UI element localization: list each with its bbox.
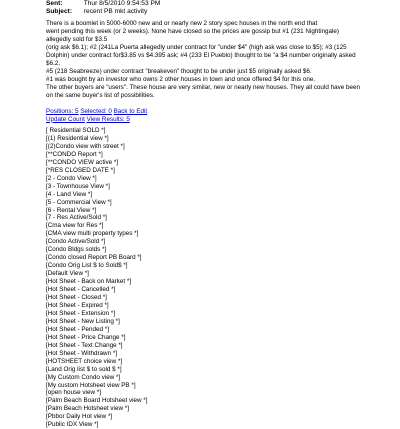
view-list-item: [**CONDO Report *]	[46, 150, 103, 158]
body-line: $6.2,	[46, 60, 61, 67]
body-line: allegedly sold for $3.5	[46, 36, 108, 43]
view-list-item: [7 - Res Active/Sold *]	[46, 214, 107, 222]
view-list-item: [Hot Sheet - Expired *]	[46, 301, 109, 309]
view-list-item: [Hot Sheet - Pended *]	[46, 325, 110, 333]
view-list-item: [Pbbor Daily Hot view *]	[46, 413, 113, 421]
back-to-edit-link[interactable]: Back to Edit	[113, 107, 148, 115]
view-list-item: [Public IDX View *]	[46, 421, 99, 429]
subject-row	[46, 8, 147, 16]
view-list-item: [**CONDO VIEW active *]	[46, 158, 119, 166]
view-list-item: [5 - Commercial View *]	[46, 198, 112, 206]
view-list-item: [Hot Sheet - Cancelled *]	[46, 286, 116, 294]
view-list-item: [Hot Sheet - Closed *]	[46, 294, 107, 302]
body-line: There is a boomlet in 5000-6000 new and or nearly new 2 story spec houses in the north end that	[46, 20, 318, 27]
view-list-item: [Palm Beach Board Hotsheet view *]	[46, 397, 148, 405]
view-list-item: [CMA view multi property types *]	[46, 230, 139, 238]
view-list-item: [Condo Active/Sold *]	[46, 238, 106, 246]
view-list-item: [Cma view for Res *]	[46, 222, 104, 230]
view-list-item: [Condo closed Report PB Board *]	[46, 254, 142, 262]
view-list-item: [Hot Sheet - Withdrawn *]	[46, 349, 118, 357]
view-list-item: [HOTSHEET choice view *]	[46, 357, 123, 365]
positions-link[interactable]: Positions: 5	[46, 107, 79, 115]
view-list-item: [Default View *]	[46, 270, 89, 278]
view-list-item: [*RES CLOSED DATE *]	[46, 166, 115, 174]
view-list-item: [6 - Rental View *]	[46, 206, 97, 214]
body-line: #5 (218 Seabreeze) under contract "breakeven" thought to be under just $5 originally asked $6.	[46, 68, 312, 75]
view-list-item: [Land Orig list $ to sold $ *]	[46, 365, 122, 373]
update-count-link[interactable]: Update Count	[46, 115, 85, 123]
body-line: Dolphin) under contract for$3.85 vs $4.395 ask; #4 (233 El Pueblo) thought to be "a $4 number originally asked	[46, 52, 356, 59]
view-list-item: [Palm Beach Hotsheet view *]	[46, 405, 129, 413]
subject-value: recent PB mkt activity	[83, 8, 148, 15]
links-row-1	[46, 108, 356, 116]
subject-label: Subject:	[46, 8, 73, 15]
view-list-item: [Condo Bldgs solds *]	[46, 246, 107, 254]
view-list-item: [open house view *]	[46, 389, 101, 397]
view-list-item: [Condo Orig List $ to Sold$ *]	[46, 262, 128, 270]
view-list-item: [Hot Sheet - Text Change *]	[46, 341, 123, 349]
body-line: The other buyers are "users". These house are very similar, new or nearly new houses. They all could have been	[46, 84, 361, 91]
view-list-item: [My Custom Condo view *]	[46, 373, 121, 381]
view-list-item: [Hot Sheet - Price Change *]	[46, 333, 126, 341]
view-list-item: [ Residential SOLD *]	[46, 127, 106, 134]
sent-row	[46, 0, 160, 8]
view-results-link[interactable]: View Results: 5	[86, 115, 130, 123]
body-paragraph	[46, 20, 361, 100]
saved-views-list	[46, 127, 148, 429]
results-links	[46, 108, 356, 124]
body-line: went pending this week (or 2 weeks). None have closed so the prices are gossip but #1 (231 Nightingale)	[46, 28, 339, 35]
view-list-item: [3 - Townhouse View *]	[46, 182, 110, 190]
view-list-item: [Hot Sheet - Extension *]	[46, 309, 115, 317]
body-line: #1 was bought by an investor who owns 2 other houses in town and once offered $4 for this one.	[46, 76, 316, 83]
links-row-2	[46, 116, 356, 124]
body-line: (orig ask $6.1); #2 (241La Puerta allegedly under contract for "under $4" (high ask was close to $5); #3 (125	[46, 44, 347, 51]
sent-value: Thur 8/5/2010 9:54:53 PM	[83, 0, 161, 7]
body-line: on the same buyer's list of possibilities.	[46, 92, 155, 99]
sent-label: Sent:	[46, 0, 63, 7]
email-body	[46, 20, 361, 124]
view-list-item: [My custom Hotsheet view PB *]	[46, 381, 136, 389]
view-list-item: [(2)Condo view with street *]	[46, 142, 125, 150]
view-list-item: [2 - Condo View *]	[46, 174, 97, 182]
view-list-item: [Hot Sheet - New Listing *]	[46, 317, 120, 325]
view-list-item: [4 - Land View *]	[46, 190, 93, 198]
view-list-item: [Hot Sheet - Back on Market *]	[46, 278, 132, 286]
view-list-item: [(1) Residential view *]	[46, 134, 109, 142]
selected-link[interactable]: Selected: 0	[80, 107, 112, 115]
